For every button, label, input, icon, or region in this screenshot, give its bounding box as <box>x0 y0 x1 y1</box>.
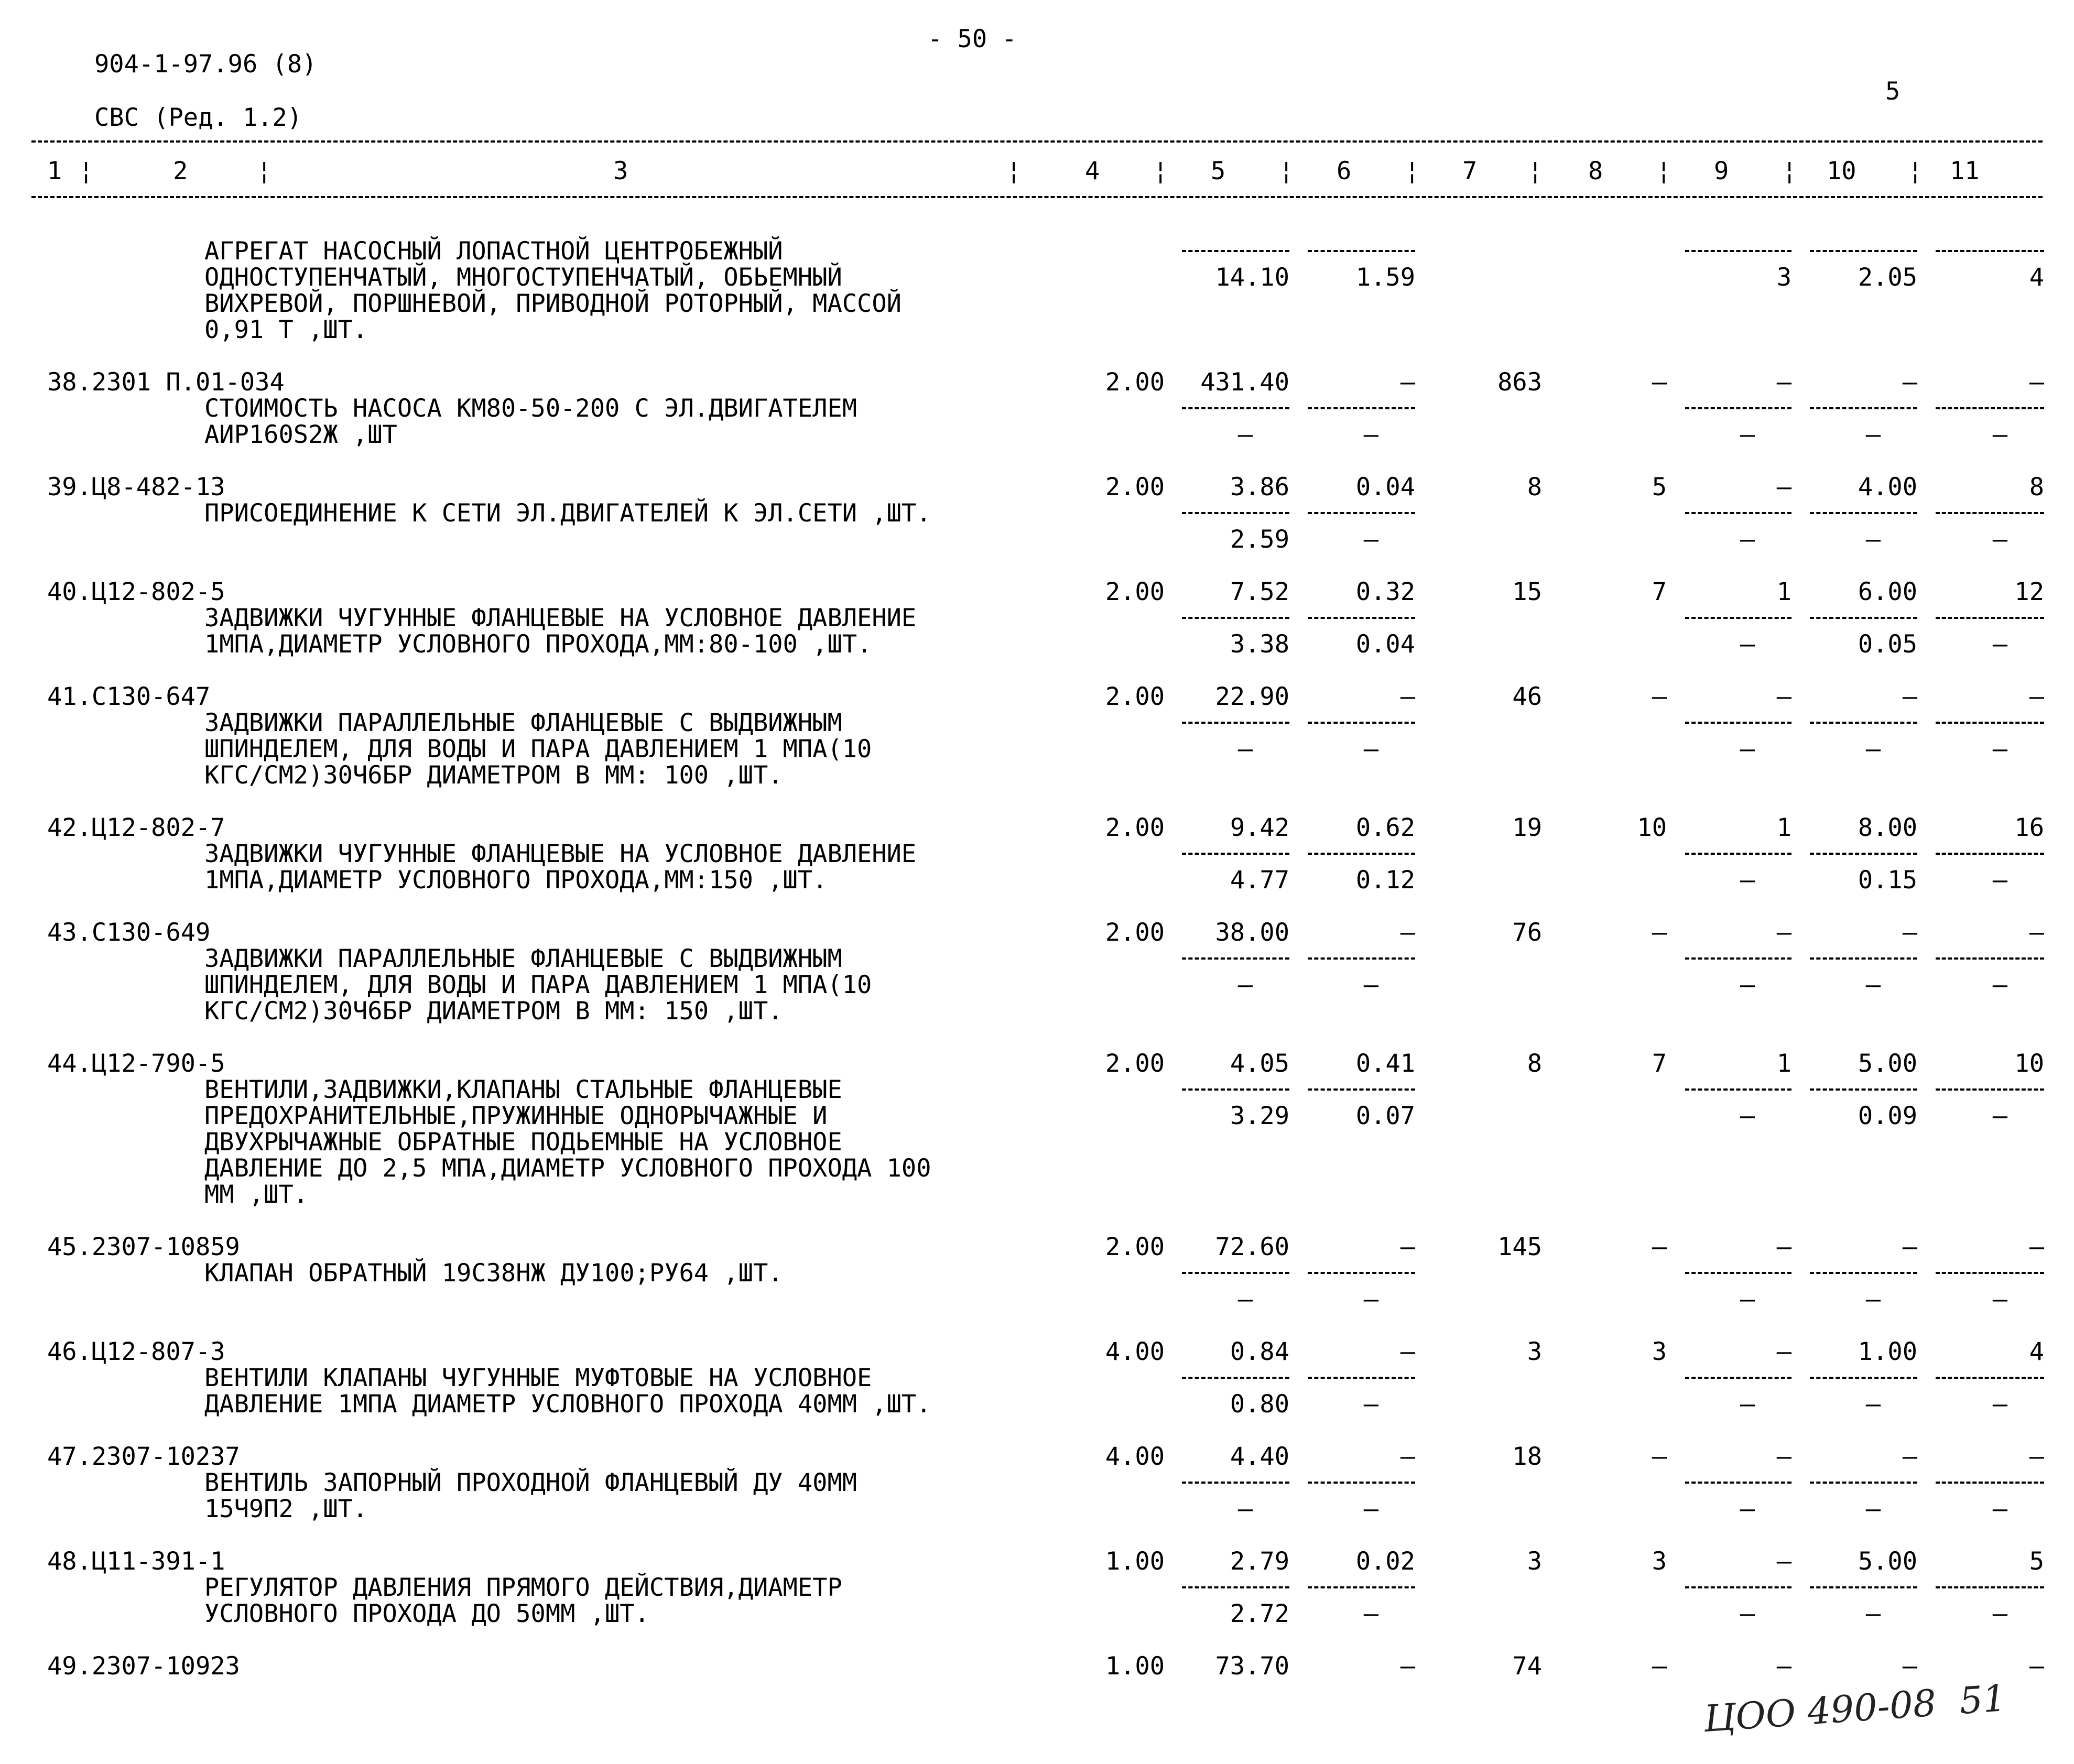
col-header-10: 10 <box>1827 157 1856 186</box>
item-code: 45.2307-10859 <box>47 1233 240 1261</box>
item-description: 15Ч9П2 ,ШТ. <box>204 1495 368 1523</box>
item-description: 1МПА,ДИАМЕТР УСЛОВНОГО ПРОХОДА,ММ:150 ,ШТ. <box>204 866 828 895</box>
cell-value: 145 <box>1497 1233 1542 1261</box>
cell-value: – <box>1776 1442 1791 1471</box>
col-header-1: 1 <box>47 157 62 186</box>
item-description: СТОИМОСТЬ НАСОСА КМ80-50-200 С ЭЛ.ДВИГАТЕЛЕМ <box>204 394 857 423</box>
cell-value-secondary: 3.29 <box>1230 1102 1289 1130</box>
cell-value: 2.00 <box>1105 918 1165 947</box>
header-bottom-rule <box>31 196 2043 198</box>
subtotal-rule <box>1182 407 1289 409</box>
subtotal-rule <box>1308 1272 1415 1274</box>
subtotal-rule <box>1182 1272 1289 1274</box>
col-separator: ¦ <box>1908 157 1923 186</box>
subtotal-rule <box>1810 407 1917 409</box>
cell-value-secondary: – <box>1740 971 1755 999</box>
item-code: 41.С130-647 <box>47 682 211 711</box>
cell-value-secondary: – <box>1740 525 1755 554</box>
cell-value: 8 <box>1527 473 1542 502</box>
item-description: ШПИНДЕЛЕМ, ДЛЯ ВОДЫ И ПАРА ДАВЛЕНИЕМ 1 МПА(10 <box>204 971 872 999</box>
cell-value: – <box>1652 368 1667 397</box>
cell-value: 3 <box>1527 1337 1542 1366</box>
cell-value: 4 <box>2029 263 2044 292</box>
cell-value: – <box>2029 1233 2044 1261</box>
cell-value: 3 <box>1527 1547 1542 1576</box>
cell-value: – <box>1652 1652 1667 1681</box>
cell-value: – <box>1652 918 1667 947</box>
cell-value-secondary: – <box>1363 735 1378 764</box>
cell-value: 431.40 <box>1200 368 1289 397</box>
subtotal-rule <box>1308 407 1415 409</box>
page-number: - 50 - <box>928 25 1017 53</box>
cell-value: 1.59 <box>1355 263 1415 292</box>
item-code: 38.2301 П.01-034 <box>47 368 285 397</box>
item-code: 48.Ц11-391-1 <box>47 1547 225 1576</box>
cell-value-secondary: – <box>1865 1285 1881 1314</box>
subtotal-rule <box>1308 1482 1415 1484</box>
cell-value: 863 <box>1497 368 1542 397</box>
cell-value: 1.00 <box>1105 1547 1165 1576</box>
cell-value: 9.42 <box>1230 813 1289 842</box>
cell-value-secondary: 0.09 <box>1858 1102 1917 1130</box>
subtotal-rule <box>1182 512 1289 514</box>
cell-value: 3 <box>1776 263 1791 292</box>
subtotal-rule <box>1685 1377 1791 1379</box>
col-separator: ¦ <box>1006 157 1022 186</box>
cell-value-secondary: – <box>1865 735 1881 764</box>
cell-value-secondary: – <box>1363 1285 1378 1314</box>
cell-value: – <box>1400 1337 1415 1366</box>
cell-value: 5.00 <box>1858 1049 1917 1078</box>
cell-value-secondary: – <box>1992 735 2007 764</box>
cell-value: – <box>1776 1337 1791 1366</box>
subtotal-rule <box>1810 1482 1917 1484</box>
item-description: КГС/СМ2)30Ч6БР ДИАМЕТРОМ В ММ: 150 ,ШТ. <box>204 997 783 1026</box>
cell-value: 1.00 <box>1858 1337 1917 1366</box>
subtotal-rule <box>1685 1272 1791 1274</box>
cell-value: 0.04 <box>1355 473 1415 502</box>
subtotal-rule <box>1182 1482 1289 1484</box>
item-description: ММ ,ШТ. <box>204 1180 309 1209</box>
cell-value: – <box>1902 368 1917 397</box>
cell-value: – <box>2029 682 2044 711</box>
cell-value: – <box>1776 1233 1791 1261</box>
cell-value-secondary: – <box>1740 1599 1755 1628</box>
subtotal-rule <box>1936 1272 2044 1274</box>
subtotal-rule <box>1308 1377 1415 1379</box>
cell-value: 22.90 <box>1215 682 1289 711</box>
cell-value: 0.02 <box>1355 1547 1415 1576</box>
cell-value: – <box>1652 682 1667 711</box>
cell-value-secondary: 2.72 <box>1230 1599 1289 1628</box>
cell-value: 38.00 <box>1215 918 1289 947</box>
cell-value: – <box>1776 473 1791 502</box>
cell-value: – <box>1902 918 1917 947</box>
col-separator: ¦ <box>1656 157 1671 186</box>
subtotal-rule <box>1685 722 1791 724</box>
subtotal-rule <box>1182 1586 1289 1588</box>
cell-value: – <box>2029 368 2044 397</box>
cell-value: 0.84 <box>1230 1337 1289 1366</box>
item-description: 0,91 Т ,ШТ. <box>204 315 368 344</box>
col-separator: ¦ <box>1782 157 1797 186</box>
cell-value: 2.79 <box>1230 1547 1289 1576</box>
cell-value-secondary: – <box>1992 1599 2007 1628</box>
subtotal-rule <box>1936 617 2044 619</box>
cell-value-secondary: 0.05 <box>1858 630 1917 659</box>
cell-value: 72.60 <box>1215 1233 1289 1261</box>
cell-value-secondary: – <box>1992 971 2007 999</box>
subtotal-rule <box>1685 617 1791 619</box>
item-code: 49.2307-10923 <box>47 1652 240 1681</box>
subtotal-rule <box>1936 1088 2044 1091</box>
cell-value-secondary: 4.77 <box>1230 866 1289 895</box>
col-separator: ¦ <box>1528 157 1543 186</box>
cell-value: 16 <box>2014 813 2044 842</box>
cell-value: 73.70 <box>1215 1652 1289 1681</box>
item-description: ДАВЛЕНИЕ ДО 2,5 МПА,ДИАМЕТР УСЛОВНОГО ПРОХОДА 100 <box>204 1154 931 1183</box>
cell-value: 2.00 <box>1105 682 1165 711</box>
subtotal-rule <box>1182 722 1289 724</box>
cell-value-secondary: – <box>1363 525 1378 554</box>
subtotal-rule <box>1936 407 2044 409</box>
subtotal-rule <box>1308 957 1415 960</box>
cell-value-secondary: – <box>1363 420 1378 449</box>
cell-value: 5.00 <box>1858 1547 1917 1576</box>
cell-value: – <box>1652 1233 1667 1261</box>
item-code: 46.Ц12-807-3 <box>47 1337 225 1366</box>
subtotal-rule <box>1308 617 1415 619</box>
sheet-number: 5 <box>1885 77 1901 106</box>
item-description: КГС/СМ2)30Ч6БР ДИАМЕТРОМ В ММ: 100 ,ШТ. <box>204 761 783 790</box>
subtotal-rule <box>1182 957 1289 960</box>
cell-value-secondary: 0.07 <box>1355 1102 1415 1130</box>
cell-value: 1 <box>1776 813 1791 842</box>
cell-value: 0.62 <box>1355 813 1415 842</box>
cell-value-secondary: 2.59 <box>1230 525 1289 554</box>
subtotal-rule <box>1810 853 1917 855</box>
col-header-2: 2 <box>173 157 188 186</box>
cell-value-secondary: – <box>1740 1285 1755 1314</box>
cell-value: 3.86 <box>1230 473 1289 502</box>
cell-value-secondary: – <box>1865 971 1881 999</box>
cell-value: 2.00 <box>1105 578 1165 606</box>
subtotal-rule <box>1182 617 1289 619</box>
cell-value: 2.00 <box>1105 1049 1165 1078</box>
cell-value-secondary: – <box>1740 1390 1755 1419</box>
subtotal-rule <box>1936 1377 2044 1379</box>
handwritten-stamp: ЦОО 490-08 51 <box>1702 1676 2008 1741</box>
subtotal-rule <box>1308 1088 1415 1091</box>
cell-value: – <box>2029 1442 2044 1471</box>
cell-value-secondary: – <box>1363 1495 1378 1523</box>
cell-value: 1 <box>1776 1049 1791 1078</box>
cell-value: – <box>2029 1652 2044 1681</box>
cell-value-secondary: – <box>1992 1390 2007 1419</box>
cell-value: 6.00 <box>1858 578 1917 606</box>
subtotal-rule <box>1685 957 1791 960</box>
item-description: РЕГУЛЯТОР ДАВЛЕНИЯ ПРЯМОГО ДЕЙСТВИЯ,ДИАМЕТР <box>204 1573 842 1602</box>
subtotal-rule <box>1810 1272 1917 1274</box>
col-separator: ¦ <box>1405 157 1420 186</box>
software-version: СВС (Ред. 1.2) <box>94 103 302 132</box>
subtotal-rule <box>1936 512 2044 514</box>
cell-value: – <box>1400 368 1415 397</box>
cell-value-secondary: – <box>1992 525 2007 554</box>
cell-value-secondary: – <box>1865 1599 1881 1628</box>
subtotal-rule <box>1685 1586 1791 1588</box>
cell-value: – <box>1776 1652 1791 1681</box>
cell-value: 8 <box>1527 1049 1542 1078</box>
subtotal-rule <box>1685 512 1791 514</box>
cell-value: 12 <box>2014 578 2044 606</box>
col-header-5: 5 <box>1211 157 1226 186</box>
cell-value: 74 <box>1512 1652 1542 1681</box>
cell-value: 4.40 <box>1230 1442 1289 1471</box>
subtotal-rule <box>1182 250 1289 252</box>
cell-value: 8 <box>2029 473 2044 502</box>
cell-value-secondary: – <box>1992 420 2007 449</box>
item-description: ПРЕДОХРАНИТЕЛЬНЫЕ,ПРУЖИННЫЕ ОДНОРЫЧАЖНЫЕ И <box>204 1102 828 1130</box>
item-code: 39.Ц8-482-13 <box>47 473 225 502</box>
col-separator: ¦ <box>79 157 94 186</box>
subtotal-rule <box>1810 957 1917 960</box>
col-header-4: 4 <box>1085 157 1100 186</box>
cell-value-secondary: – <box>1740 735 1755 764</box>
subtotal-rule <box>1308 853 1415 855</box>
item-code: 47.2307-10237 <box>47 1442 240 1471</box>
col-header-9: 9 <box>1714 157 1729 186</box>
cell-value: 10 <box>1637 813 1667 842</box>
item-code: 43.С130-649 <box>47 918 211 947</box>
col-separator: ¦ <box>1153 157 1168 186</box>
subtotal-rule <box>1936 250 2044 252</box>
subtotal-rule <box>1685 1482 1791 1484</box>
cell-value: 0.41 <box>1355 1049 1415 1078</box>
cell-value-secondary: – <box>1865 1495 1881 1523</box>
item-description: ВЕНТИЛИ КЛАПАНЫ ЧУГУННЫЕ МУФТОВЫЕ НА УСЛОВНОЕ <box>204 1364 872 1392</box>
cell-value-secondary: – <box>1740 1495 1755 1523</box>
subtotal-rule <box>1308 250 1415 252</box>
cell-value: 4.00 <box>1105 1442 1165 1471</box>
item-description: ЗАДВИЖКИ ПАРАЛЛЕЛЬНЫЕ ФЛАНЦЕВЫЕ С ВЫДВИЖНЫМ <box>204 944 842 973</box>
item-description: ОДНОСТУПЕНЧАТЫЙ, МНОГОСТУПЕНЧАТЫЙ, ОБЬЕМНЫЙ <box>204 263 842 292</box>
subtotal-rule <box>1685 853 1791 855</box>
cell-value: 3 <box>1652 1547 1667 1576</box>
cell-value: 46 <box>1512 682 1542 711</box>
cell-value-secondary: 0.04 <box>1355 630 1415 659</box>
cell-value: 14.10 <box>1215 263 1289 292</box>
cell-value: – <box>1400 1442 1415 1471</box>
cell-value-secondary: 0.80 <box>1230 1390 1289 1419</box>
document-code: 904-1-97.96 (8) <box>94 50 317 79</box>
cell-value: 19 <box>1512 813 1542 842</box>
cell-value: 7 <box>1652 578 1667 606</box>
cell-value-secondary: – <box>1740 866 1755 895</box>
subtotal-rule <box>1936 957 2044 960</box>
item-code: 42.Ц12-802-7 <box>47 813 225 842</box>
cell-value-secondary: – <box>1992 866 2007 895</box>
cell-value-secondary: – <box>1237 420 1253 449</box>
subtotal-rule <box>1810 250 1917 252</box>
col-separator: ¦ <box>257 157 272 186</box>
cell-value-secondary: 3.38 <box>1230 630 1289 659</box>
item-description: ПРИСОЕДИНЕНИЕ К СЕТИ ЭЛ.ДВИГАТЕЛЕЙ К ЭЛ.СЕТИ ,ШТ. <box>204 499 931 528</box>
cell-value: – <box>1400 1652 1415 1681</box>
subtotal-rule <box>1182 853 1289 855</box>
cell-value: – <box>1776 368 1791 397</box>
item-description: ДАВЛЕНИЕ 1МПА ДИАМЕТР УСЛОВНОГО ПРОХОДА 40ММ ,ШТ. <box>204 1390 931 1419</box>
cell-value: 2.00 <box>1105 473 1165 502</box>
cell-value: 7 <box>1652 1049 1667 1078</box>
cell-value: – <box>1776 682 1791 711</box>
cell-value-secondary: – <box>1865 1390 1881 1419</box>
cell-value: 4 <box>2029 1337 2044 1366</box>
cell-value: – <box>1902 1652 1917 1681</box>
cell-value-secondary: – <box>1740 420 1755 449</box>
cell-value: – <box>1652 1442 1667 1471</box>
item-code: 44.Ц12-790-5 <box>47 1049 225 1078</box>
cell-value-secondary: – <box>1237 971 1253 999</box>
cell-value-secondary: – <box>1237 735 1253 764</box>
item-description: ВЕНТИЛЬ ЗАПОРНЫЙ ПРОХОДНОЙ ФЛАНЦЕВЫЙ ДУ 40ММ <box>204 1468 857 1497</box>
subtotal-rule <box>1182 1377 1289 1379</box>
cell-value-secondary: – <box>1992 1495 2007 1523</box>
item-description: УСЛОВНОГО ПРОХОДА ДО 50ММ ,ШТ. <box>204 1599 649 1628</box>
subtotal-rule <box>1810 1586 1917 1588</box>
cell-value-secondary: – <box>1363 1390 1378 1419</box>
cell-value: – <box>1400 918 1415 947</box>
cell-value: 1 <box>1776 578 1791 606</box>
cell-value: 2.05 <box>1858 263 1917 292</box>
item-description: ВИХРЕВОЙ, ПОРШНЕВОЙ, ПРИВОДНОЙ РОТОРНЫЙ, МАССОЙ <box>204 289 902 318</box>
col-header-8: 8 <box>1588 157 1603 186</box>
cell-value-secondary: – <box>1865 420 1881 449</box>
item-description: ЗАДВИЖКИ ЧУГУННЫЕ ФЛАНЦЕВЫЕ НА УСЛОВНОЕ ДАВЛЕНИЕ <box>204 604 917 633</box>
cell-value-secondary: – <box>1740 1102 1755 1130</box>
cell-value: 3 <box>1652 1337 1667 1366</box>
subtotal-rule <box>1685 407 1791 409</box>
subtotal-rule <box>1810 512 1917 514</box>
item-description: ВЕНТИЛИ,ЗАДВИЖКИ,КЛАПАНЫ СТАЛЬНЫЕ ФЛАНЦЕВЫЕ <box>204 1075 842 1104</box>
item-description: КЛАПАН ОБРАТНЫЙ 19С38НЖ ДУ100;РУ64 ,ШТ. <box>204 1259 783 1288</box>
subtotal-rule <box>1308 1586 1415 1588</box>
subtotal-rule <box>1810 617 1917 619</box>
cell-value: 7.52 <box>1230 578 1289 606</box>
col-header-11: 11 <box>1950 157 1980 186</box>
subtotal-rule <box>1308 512 1415 514</box>
col-separator: ¦ <box>1279 157 1294 186</box>
cell-value: 10 <box>2014 1049 2044 1078</box>
item-description: АГРЕГАТ НАСОСНЫЙ ЛОПАСТНОЙ ЦЕНТРОБЕЖНЫЙ <box>204 237 783 266</box>
cell-value: 4.05 <box>1230 1049 1289 1078</box>
subtotal-rule <box>1685 1088 1791 1091</box>
subtotal-rule <box>1936 722 2044 724</box>
cell-value: 8.00 <box>1858 813 1917 842</box>
cell-value: 2.00 <box>1105 368 1165 397</box>
col-header-3: 3 <box>613 157 628 186</box>
cell-value: 18 <box>1512 1442 1542 1471</box>
cell-value: – <box>1902 1233 1917 1261</box>
item-code: 40.Ц12-802-5 <box>47 578 225 606</box>
cell-value: 5 <box>1652 473 1667 502</box>
col-header-7: 7 <box>1462 157 1478 186</box>
cell-value: 76 <box>1512 918 1542 947</box>
cell-value: – <box>1400 682 1415 711</box>
subtotal-rule <box>1685 250 1791 252</box>
cell-value: 4.00 <box>1858 473 1917 502</box>
cell-value-secondary: – <box>1992 1102 2007 1130</box>
item-description: ЗАДВИЖКИ ЧУГУННЫЕ ФЛАНЦЕВЫЕ НА УСЛОВНОЕ ДАВЛЕНИЕ <box>204 840 917 868</box>
cell-value: 5 <box>2029 1547 2044 1576</box>
cell-value: 0.32 <box>1355 578 1415 606</box>
subtotal-rule <box>1308 722 1415 724</box>
cell-value: – <box>1400 1233 1415 1261</box>
cell-value-secondary: – <box>1992 630 2007 659</box>
cell-value-secondary: – <box>1740 630 1755 659</box>
cell-value-secondary: 0.15 <box>1858 866 1917 895</box>
subtotal-rule <box>1810 1088 1917 1091</box>
cell-value-secondary: – <box>1237 1495 1253 1523</box>
cell-value: 15 <box>1512 578 1542 606</box>
cell-value-secondary: – <box>1363 1599 1378 1628</box>
subtotal-rule <box>1936 853 2044 855</box>
item-description: ЗАДВИЖКИ ПАРАЛЛЕЛЬНЫЕ ФЛАНЦЕВЫЕ С ВЫДВИЖНЫМ <box>204 709 842 737</box>
cell-value-secondary: – <box>1992 1285 2007 1314</box>
subtotal-rule <box>1182 1088 1289 1091</box>
cell-value: 2.00 <box>1105 1233 1165 1261</box>
header-top-rule <box>31 140 2043 143</box>
cell-value: 4.00 <box>1105 1337 1165 1366</box>
cell-value: – <box>1902 1442 1917 1471</box>
subtotal-rule <box>1810 722 1917 724</box>
cell-value-secondary: – <box>1865 525 1881 554</box>
item-description: АИР160S2Ж ,ШТ <box>204 420 397 449</box>
cell-value: – <box>1776 918 1791 947</box>
cell-value: – <box>1776 1547 1791 1576</box>
item-description: ДВУХРЫЧАЖНЫЕ ОБРАТНЫЕ ПОДЬЕМНЫЕ НА УСЛОВНОЕ <box>204 1128 842 1157</box>
subtotal-rule <box>1810 1377 1917 1379</box>
subtotal-rule <box>1936 1586 2044 1588</box>
item-description: ШПИНДЕЛЕМ, ДЛЯ ВОДЫ И ПАРА ДАВЛЕНИЕМ 1 МПА(10 <box>204 735 872 764</box>
cell-value: – <box>1902 682 1917 711</box>
cell-value-secondary: – <box>1363 971 1378 999</box>
cell-value: – <box>2029 918 2044 947</box>
col-header-6: 6 <box>1337 157 1352 186</box>
item-description: 1МПА,ДИАМЕТР УСЛОВНОГО ПРОХОДА,ММ:80-100 ,ШТ. <box>204 630 872 659</box>
cell-value: 2.00 <box>1105 813 1165 842</box>
subtotal-rule <box>1936 1482 2044 1484</box>
cell-value-secondary: – <box>1237 1285 1253 1314</box>
cell-value: 1.00 <box>1105 1652 1165 1681</box>
cell-value-secondary: 0.12 <box>1355 866 1415 895</box>
